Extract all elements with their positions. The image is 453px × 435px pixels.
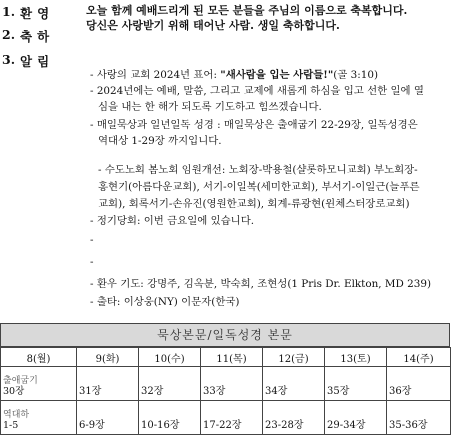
table-cell [201, 401, 263, 435]
table-cell [77, 367, 139, 401]
church-motto [90, 68, 378, 82]
section-number: 3. [2, 52, 16, 67]
welcome-text: 오늘 함께 예배드리게 된 모든 분들을 주님의 이름으로 축복합니다. [86, 4, 408, 17]
cell-value: 34장 [265, 386, 288, 397]
presbytery-line-1: - 수도노회 봄노회 임원개선: 노회장-박용철(샬롯하모니교회) 부노회장- [98, 164, 418, 176]
section-number: 1. [2, 4, 16, 19]
prayer-line-1: - 2024년에는 예배, 말씀, 그리고 교제에 새롭게 하심을 입고 선한 일에 열 [90, 85, 424, 97]
session-meeting: - 정기당회: 이번 금요일에 있습니다. [90, 215, 255, 227]
travel-notice: - 출타: 이상웅(NY) 이문자(한국) [90, 296, 240, 308]
table-row [1, 401, 451, 435]
cell-value: 29-34장 [327, 420, 366, 431]
section-title-notices: 알림 [20, 54, 55, 69]
row-book-label: 역대하 [3, 410, 30, 420]
bible-reading-line-1: - 매일묵상과 일년일독 성경 : 매일묵상은 출애굽기 22-29장, 일독성경은 [90, 119, 418, 131]
reading-schedule-table [0, 347, 451, 435]
table-cell [1, 401, 77, 435]
table-cell [263, 401, 325, 435]
presbytery-line-2: 홍현기(아름다운교회), 서기-이일복(세미한교회), 부서기-이일근(늘푸른 [98, 181, 420, 193]
table-row [1, 367, 451, 401]
table-cell [387, 401, 451, 435]
cell-value: 30장 [3, 386, 25, 397]
day-header: 13(토) [325, 348, 387, 367]
prayer-line-2: 심을 내는 한 해가 되도록 기도하고 힘쓰겠습니다. [98, 101, 322, 113]
day-header: 10(수) [139, 348, 201, 367]
cell-value: 35-36장 [389, 420, 428, 431]
cell-value: 36장 [389, 386, 412, 397]
day-header: 9(화) [77, 348, 139, 367]
table-cell [325, 401, 387, 435]
table-cell [387, 367, 451, 401]
section-number: 2. [2, 27, 16, 42]
motto-prefix: - 사랑의 교회 2024년 표어: [90, 69, 221, 81]
presbytery-line-3: 교회), 회록서기-손유진(영원한교회), 회계-류광현(윈체스터장로교회) [98, 198, 410, 210]
table-cell [139, 401, 201, 435]
section-title-congrats: 축하 [20, 29, 55, 44]
table-cell [139, 367, 201, 401]
cell-value: 10-16장 [141, 420, 180, 431]
cell-value: 6-9장 [79, 420, 105, 431]
cell-value: 17-22장 [203, 420, 242, 431]
cell-value: 31장 [79, 386, 102, 397]
table-cell [201, 367, 263, 401]
motto-reference: (골 3:10) [333, 69, 379, 81]
bible-reading-line-2: 역대상 1-29장 까지입니다. [98, 135, 222, 147]
table-cell [263, 367, 325, 401]
cell-value: 35장 [327, 386, 350, 397]
table-cell [1, 367, 77, 401]
schedule-header-row [1, 348, 451, 367]
day-header: 8(월) [1, 348, 77, 367]
table-cell [325, 367, 387, 401]
cell-value: 33장 [203, 386, 226, 397]
prayer-for-sick: - 환우 기도: 강명주, 김옥분, 박숙희, 조현성(1 Pris Dr. Elkton, MD 239) [90, 278, 432, 290]
empty-notice-2: - [90, 256, 94, 268]
cell-value: 32장 [141, 386, 164, 397]
section-title-welcome: 환영 [20, 6, 55, 21]
motto-text: "새사람을 입는 사람들!" [220, 69, 334, 81]
schedule-title: 묵상본문/일독성경 본문 [0, 323, 450, 347]
day-header: 14(주) [387, 348, 451, 367]
birthday-text: 당신은 사랑받기 위해 태어난 사람. 생일 축하합니다. [86, 19, 340, 32]
cell-value: 23-28장 [265, 420, 304, 431]
empty-notice-1: - [90, 234, 94, 246]
day-header: 11(목) [201, 348, 263, 367]
cell-value: 1-5 [3, 420, 19, 431]
day-header: 12(금) [263, 348, 325, 367]
row-book-label: 출애굽기 [3, 376, 38, 386]
table-cell [77, 401, 139, 435]
